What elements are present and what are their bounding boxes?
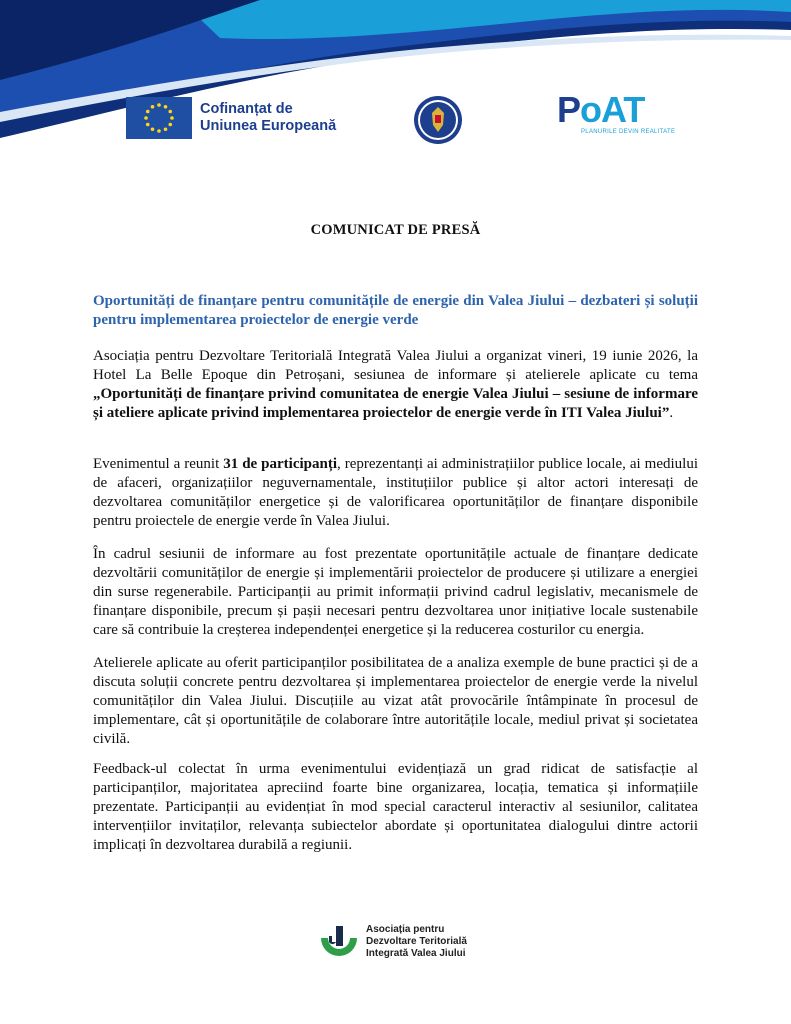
footer-logo-line2: Dezvoltare Teritorială [366, 936, 467, 947]
document-title: COMUNICAT DE PRESĂ [310, 222, 481, 238]
paragraph-1-end: . [669, 405, 674, 421]
paragraph-2-text-a: Evenimentul a reunit [93, 456, 224, 472]
eu-cofinancing-logo [126, 97, 336, 139]
header-wave-decoration [0, 0, 791, 140]
eu-star [146, 110, 150, 114]
event-theme-bold: „Oportunități de finanțare privind comunitatea de energie Valea Jiului – sesiune de informare și ateliere aplicate privind implementarea proiectelor de energie verde în ITI Valea Jiului” [93, 386, 698, 421]
eu-star [157, 129, 161, 133]
document-subtitle: Oportunități de finanțare pentru comunitățile de energie din Valea Jiului – dezbateri și soluții pentru implementarea proiectelor de energie verde [93, 293, 698, 328]
paragraph-2 [93, 455, 698, 531]
footer-logo-line1: Asociația pentru [366, 924, 445, 935]
eu-star [146, 123, 150, 127]
eu-star [170, 116, 174, 120]
participants-count-bold: 31 de participanți [223, 456, 337, 472]
eu-star [144, 116, 148, 120]
eu-star [168, 123, 172, 127]
eu-star [151, 127, 155, 131]
eu-star [151, 105, 155, 109]
footer-association-logo [318, 924, 467, 960]
romanian-government-seal-icon [413, 95, 463, 145]
poat-logo-icon: PoAT PLANURILE DEVIN REALITATE [557, 89, 676, 135]
footer-logo-line3: Integrată Valea Jiului [366, 948, 466, 959]
poat-tagline: PLANURILE DEVIN REALITATE [581, 129, 676, 135]
paragraph-1 [93, 347, 698, 423]
paragraph-2-text-b: , reprezentanți ai administrațiilor publice locale, ai mediului de afaceri, organizațiilor neguvernamentale, instituțiilor publice și altor actori interesați de dezvoltarea comunităților energetice și de valorificarea oportunităților de finanțare disponibile pentru proiectele de energie verde în Valea Jiului. [93, 456, 699, 529]
adti-valea-jiului-logo-icon [318, 924, 360, 960]
eu-flag-icon [126, 97, 192, 139]
paragraph-5: Feedback-ul colectat în urma evenimentului evidențiază un grad ridicat de satisfacție al participanților, majoritatea apreciind foarte bine organizarea, locația, tematica și informațiile prezentate. Participanții au evidențiat în mod special caracterul interactiv al sesiunilor, calitatea intervențiilor invitaților, relevanța subiectelor abordate și oportunitatea dialogului dintre actorii implicați în dezvoltarea durabilă a regiunii. [93, 761, 698, 853]
eu-logo-line2: Uniunea Europeană [200, 118, 337, 134]
paragraph-1-text: Asociația pentru Dezvoltare Teritorială Integrată Valea Jiului a organizat vineri, 19 iunie 2026, la Hotel La Belle Epoque din Petroșani, sesiunea de informare și atelierele aplicate cu tema [93, 348, 698, 383]
eu-star [168, 110, 172, 114]
paragraph-3: În cadrul sesiunii de informare au fost prezentate oportunitățile actuale de finanțare dedicate dezvoltării comunităților de energie și implementării proiectelor de producere și utilizare a energiei din surse regenerabile. Participanții au primit informații privind cadrul legislativ, mecanismele de finanțare disponibile, precum și pașii necesari pentru dezvoltarea unor inițiative locale sustenabile care să contribuie la creșterea independenței energetice și la reducerea costurilor cu energia. [93, 546, 698, 638]
eu-star [164, 127, 168, 131]
eu-star [164, 105, 168, 109]
eu-star [157, 103, 161, 107]
eu-logo-line1: Cofinanțat de [200, 101, 293, 117]
paragraph-4: Atelierele aplicate au oferit participanților posibilitatea de a analiza exemple de bune practici și de a discuta soluții concrete pentru dezvoltarea și implementarea proiectelor de energie verde la nivelul comunităților din Valea Jiului. Discuțiile au vizat atât provocările întâmpinate în procesul de implementare, cât și oportunitățile de colaborare între autoritățile locale, mediul privat și societatea civilă. [93, 655, 698, 747]
